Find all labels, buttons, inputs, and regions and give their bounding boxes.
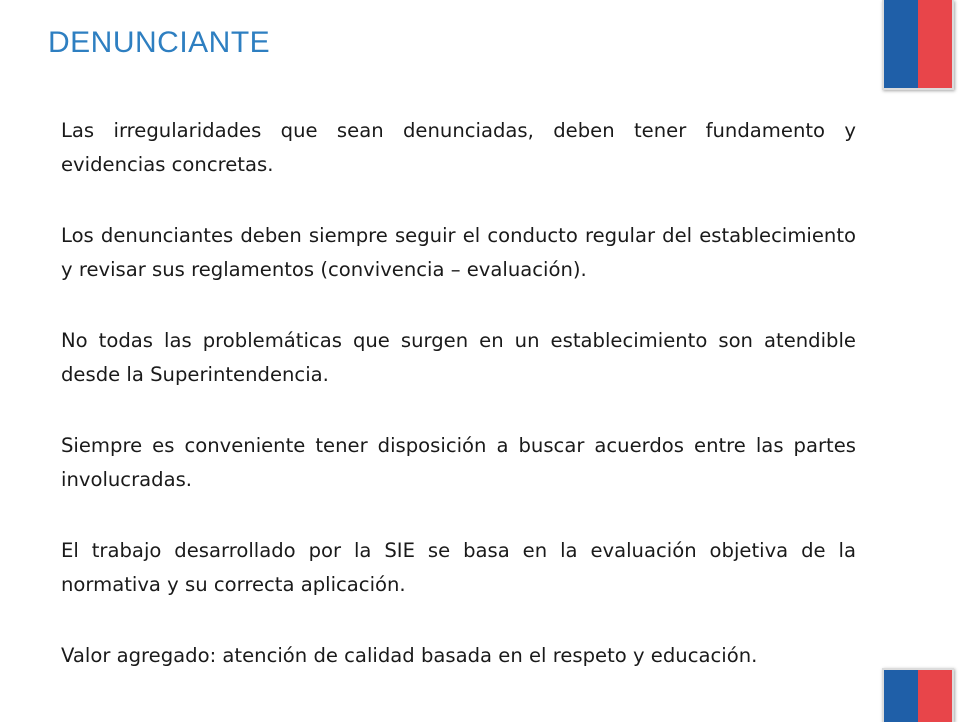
paragraph-5: El trabajo desarrollado por la SIE se basa en la evaluación objetiva de la normativa y su correcta aplicación.: [61, 539, 856, 596]
paragraph-1: Las irregularidades que sean denunciadas, deben tener fundamento y evidencias concretas.: [61, 119, 856, 176]
flag-red-stripe: [918, 670, 952, 722]
paragraph-2: Los denunciantes deben siempre seguir el conducto regular del establecimiento y revisar sus reglamentos (convivencia – evaluación).: [61, 224, 856, 281]
flag-blue-stripe: [884, 0, 918, 88]
flag-decoration-top: [882, 0, 954, 90]
slide-body: [61, 114, 856, 710]
paragraph-4: Siempre es conveniente tener disposición a buscar acuerdos entre las partes involucradas.: [61, 434, 856, 491]
paragraph-6: Valor agregado: atención de calidad basada en el respeto y educación.: [61, 644, 758, 667]
slide-title: DENUNCIANTE: [48, 26, 271, 59]
paragraph-3: No todas las problemáticas que surgen en un establecimiento son atendible desde la Superintendencia.: [61, 329, 856, 386]
flag-blue-stripe: [884, 670, 918, 722]
flag-decoration-bottom: [882, 668, 954, 722]
flag-red-stripe: [918, 0, 952, 88]
